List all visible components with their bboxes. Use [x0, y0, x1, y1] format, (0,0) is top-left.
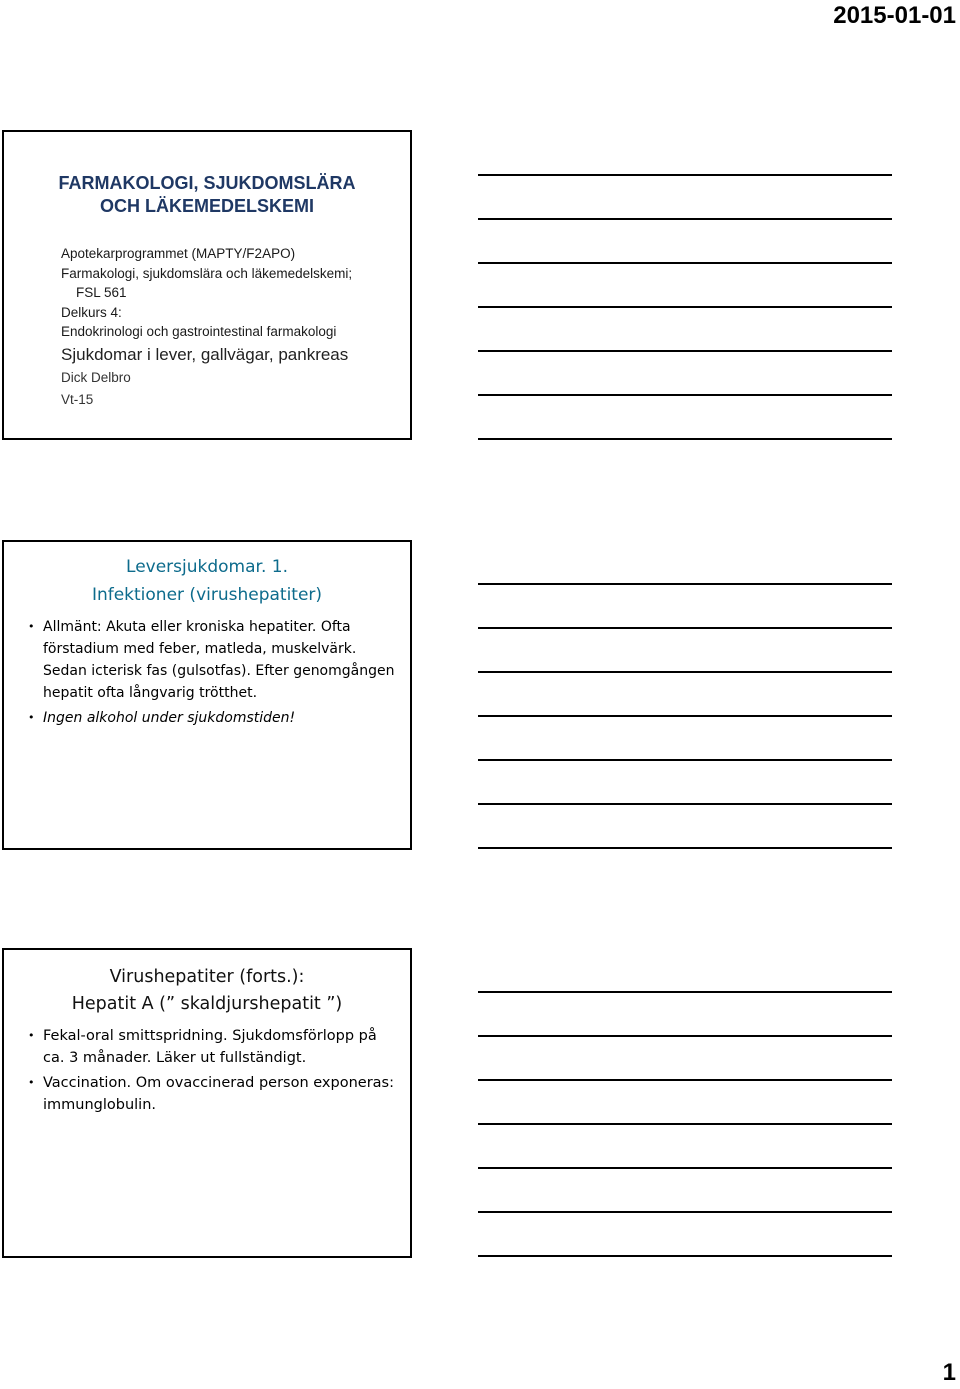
page-date: 2015-01-01	[833, 2, 956, 29]
note-line	[478, 306, 892, 308]
slide-3-title	[4, 964, 410, 1018]
term-line: Vt-15	[61, 392, 94, 407]
note-line	[478, 991, 892, 993]
note-line	[478, 438, 892, 440]
note-line	[478, 218, 892, 220]
note-line	[478, 583, 892, 585]
bullet-icon: •	[28, 620, 35, 633]
bullet-icon: •	[28, 711, 35, 724]
slide-1-title	[4, 172, 410, 218]
note-line	[478, 1211, 892, 1213]
program-line: Apotekarprogrammet (MAPTY/F2APO)	[61, 246, 296, 261]
bullet-item	[28, 616, 396, 704]
note-line	[478, 1123, 892, 1125]
note-line	[478, 715, 892, 717]
slide-2	[2, 540, 412, 850]
bullet-icon: •	[28, 1029, 35, 1042]
bullet-text: Fekal-oral smittspridning. Sjukdomsförlopp på ca. 3 månader. Läker ut fullständigt.	[43, 1028, 377, 1066]
author-line: Dick Delbro	[61, 369, 131, 385]
bullet-text: Vaccination. Om ovaccinerad person exponeras: immunglobulin.	[43, 1075, 394, 1113]
page-number: 1	[942, 1359, 956, 1386]
module-topic-line: Endokrinologi och gastrointestinal farmakologi	[61, 324, 337, 339]
note-line	[478, 394, 892, 396]
note-line	[478, 759, 892, 761]
module-line: Delkurs 4:	[61, 304, 122, 320]
slide-1-body	[61, 244, 400, 410]
slide-1-title-line-1: FARMAKOLOGI, SJUKDOMSLÄRA	[58, 173, 356, 193]
lecture-topic-line: Sjukdomar i lever, gallvägar, pankreas	[61, 344, 349, 364]
slide-2-title	[4, 553, 410, 609]
slide-2-title-line-1: Leversjukdomar. 1.	[126, 557, 288, 577]
course-line: Farmakologi, sjukdomslära och läkemedelskemi;	[61, 265, 353, 281]
note-line	[478, 671, 892, 673]
bullet-item	[28, 707, 396, 729]
note-line	[478, 1167, 892, 1169]
note-line	[478, 1035, 892, 1037]
note-line	[478, 847, 892, 849]
slide-3	[2, 948, 412, 1258]
bullet-item	[28, 1072, 396, 1116]
bullet-icon: •	[28, 1076, 35, 1089]
note-line	[478, 174, 892, 176]
bullet-item	[28, 1025, 396, 1069]
course-code-line: FSL 561	[76, 285, 127, 300]
note-line	[478, 262, 892, 264]
note-line	[478, 803, 892, 805]
slide-3-bullets	[28, 1025, 396, 1119]
slide-2-bullets	[28, 616, 396, 732]
slide-2-title-line-2: Infektioner (virushepatiter)	[91, 585, 323, 605]
slide-1	[2, 130, 412, 440]
note-line	[478, 1079, 892, 1081]
bullet-text: Allmänt: Akuta eller kroniska hepatiter. Ofta förstadium med feber, matleda, muskelvärk. Sedan icterisk fas (gulsotfas). Efter genomgången hepatit ofta långvarig trötthet.	[43, 619, 395, 701]
slide-3-title-line-1: Virushepatiter (forts.):	[109, 967, 305, 987]
bullet-text: Ingen alkohol under sjukdomstiden!	[43, 710, 296, 726]
note-line	[478, 1255, 892, 1257]
note-line	[478, 350, 892, 352]
slide-1-title-line-2: OCH LÄKEMEDELSKEMI	[99, 196, 314, 216]
slide-3-title-line-2: Hepatit A (” skaldjurshepatit ”)	[71, 994, 343, 1014]
note-line	[478, 627, 892, 629]
